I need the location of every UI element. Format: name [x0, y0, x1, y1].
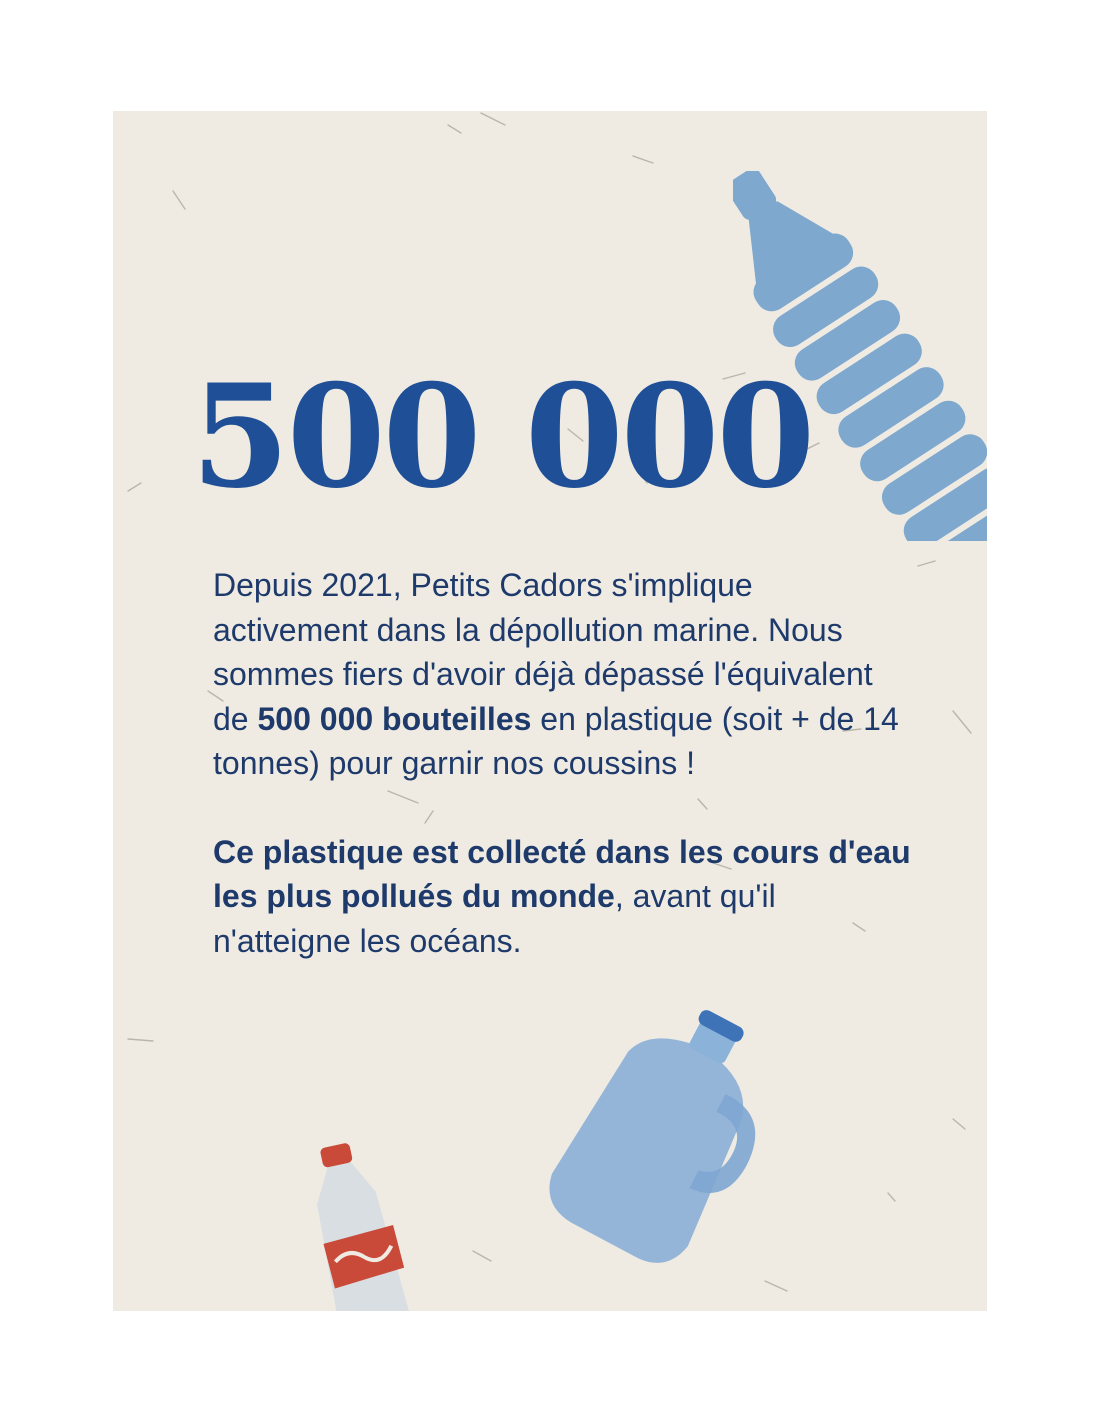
- paragraph-commitment: [213, 563, 913, 786]
- paragraph1-text-start: Depuis 2021, Petits Cadors s'implique activement dans la dépollution marine. Nous sommes fiers d'avoir déjà dépassé l'équivalent de: [213, 567, 873, 737]
- paragraph2-highlight: Ce plastique est collecté dans les cours d'eau les plus pollués du monde: [213, 833, 911, 914]
- poster-card: [113, 111, 987, 1311]
- paragraph-collection: [213, 830, 913, 964]
- soda-bottle-illustration: [298, 1121, 468, 1311]
- plastic-jug-illustration: [533, 991, 793, 1271]
- body-text: [213, 563, 913, 963]
- paragraph1-highlight: 500 000 bouteilles: [257, 700, 532, 737]
- paragraph1-text-end: en plastique (soit + de 14 tonnes) pour garnir nos coussins !: [213, 700, 899, 781]
- paragraph2-text-end: , avant qu'il n'atteigne les océans.: [213, 878, 776, 959]
- headline-number: 500 000: [191, 354, 813, 520]
